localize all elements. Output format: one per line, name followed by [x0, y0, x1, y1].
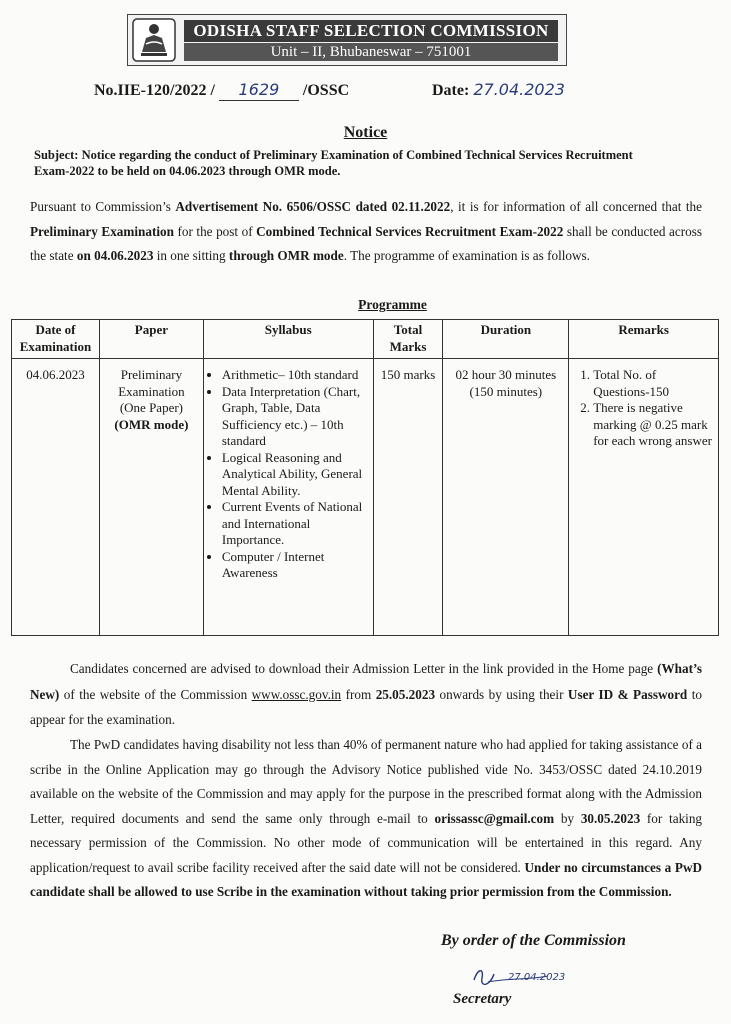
column-header: Total Marks	[373, 320, 443, 359]
signature-icon	[468, 962, 588, 992]
advertisement-ref: Advertisement No. 6506/OSSC dated 02.11.2022	[175, 199, 451, 214]
programme-heading: Programme	[358, 297, 427, 312]
column-header: Date of Examination	[12, 320, 100, 359]
para-text: from	[341, 686, 376, 702]
org-name: ODISHA STAFF SELECTION COMMISSION	[184, 20, 558, 42]
intro-text: shall be conducted across the state	[30, 223, 703, 263]
email-address[interactable]: orissassc@gmail.com	[434, 810, 555, 826]
duration-minutes: (150 minutes)	[469, 383, 543, 399]
exam-date: on 04.06.2023	[76, 248, 154, 263]
syllabus-item: • Logical Reasoning and Analytical Ability, General Mental Ability.	[222, 450, 369, 500]
para-text: to appear for the examination.	[30, 686, 702, 727]
subject	[34, 147, 664, 179]
para-text: The PwD candidates having disability not less than 40% of permanent nature who had applied for taking assistance of a scribe in the Online Application may go through the Advisory Notice published vide No. 3453/OSSC dated 24.10.2019 available on the website of the Commission and may apply for the purpose in the prescribed format along with the Admission Letter, required documents and send the same only through e-mail to	[30, 737, 702, 826]
reference-number: 1629	[238, 80, 280, 99]
para-text: for taking necessary permission of the Commission. No other mode of communication will be entertained in this regard. Any application/request to avail scribe facility received after the said date will not be considered.	[30, 810, 703, 875]
credentials-ref: User ID & Password	[567, 686, 688, 702]
pwd-scribe-paragraph	[30, 733, 702, 905]
admission-letter-paragraph	[30, 656, 702, 733]
paper-cell	[99, 359, 203, 636]
signature-date: 27.04.2023	[508, 972, 566, 983]
intro-paragraph	[30, 195, 702, 269]
exam-mode: through OMR mode	[228, 248, 344, 263]
paper-mode: (OMR mode)	[114, 416, 189, 432]
scribe-warning: Under no circumstances a PwD candidate shall be allowed to use Scribe in the examination without taking prior permission from the Commission.	[30, 859, 702, 899]
column-header: Syllabus	[203, 320, 373, 359]
column-header: Duration	[443, 320, 569, 359]
syllabus-item: • Data Interpretation (Chart, Graph, Table, Data Sufficiency etc.) – 10th standard	[222, 384, 369, 450]
remark-item: 1. Total No. of Questions-150	[593, 367, 714, 400]
total-marks-cell: 150 marks	[373, 359, 443, 636]
intro-text: in one sitting	[153, 248, 229, 263]
syllabus-item: • Computer / Internet Awareness	[222, 549, 369, 582]
para-text: of the website of the Commission	[59, 686, 252, 702]
notice-heading: Notice	[343, 124, 388, 141]
para-text: onwards by using their	[435, 686, 568, 702]
letterhead	[127, 14, 567, 66]
subject-text: Notice regarding the conduct of Preliminary Examination of Combined Technical Services Recruitment Exam-2022 to be held on 04.06.2023 through OMR mode.	[34, 148, 633, 178]
table-row	[12, 359, 719, 636]
download-date: 25.05.2023	[375, 686, 436, 702]
exam-date-cell: 04.06.2023	[12, 359, 100, 636]
column-header: Remarks	[569, 320, 719, 359]
paper-name: Preliminary Examination (One Paper)	[118, 367, 185, 415]
table-header-row	[12, 320, 719, 359]
commission-emblem-icon	[132, 18, 176, 62]
syllabus-item: • Arithmetic– 10th standard	[222, 367, 369, 384]
post-name: Combined Technical Services Recruitment Exam-2022	[256, 223, 564, 239]
para-text: Candidates concerned are advised to download their Admission Letter in the link provided in the Home page	[70, 661, 658, 676]
column-header: Paper	[99, 320, 203, 359]
intro-text: for the post of	[173, 223, 257, 239]
by-order-line: By order of the Commission	[441, 932, 626, 949]
reference-number-line	[94, 80, 349, 101]
subject-label: Subject:	[34, 148, 79, 162]
date-value: 27.04.2023	[473, 80, 565, 99]
exam-name: Preliminary Examination	[30, 223, 174, 239]
duration-value: 02 hour 30 minutes	[455, 367, 557, 382]
reference-suffix: /OSSC	[302, 82, 350, 99]
website-link[interactable]: www.ossc.gov.in	[251, 686, 342, 702]
programme-table	[11, 319, 719, 636]
date-line	[432, 80, 565, 100]
deadline-date: 30.05.2023	[580, 810, 641, 826]
date-label: Date:	[432, 82, 470, 99]
remark-item: 2. There is negative marking @ 0.25 mark for each wrong answer	[593, 400, 714, 450]
remarks-cell	[569, 359, 719, 636]
org-address: Unit – II, Bhubaneswar – 751001	[184, 43, 558, 61]
intro-text: , it is for information of all concerned that the	[450, 199, 702, 214]
para-text: by	[554, 810, 581, 826]
duration-cell	[443, 359, 569, 636]
reference-prefix: No.IIE-120/2022 /	[94, 82, 215, 99]
syllabus-item: • Current Events of National and International Importance.	[222, 499, 369, 549]
whats-new-ref: (What’s New)	[30, 661, 702, 702]
intro-text: . The programme of examination is as follows.	[343, 248, 590, 263]
syllabus-cell	[203, 359, 373, 636]
intro-text: Pursuant to Commission’s	[30, 199, 176, 214]
designation: Secretary	[453, 991, 512, 1007]
